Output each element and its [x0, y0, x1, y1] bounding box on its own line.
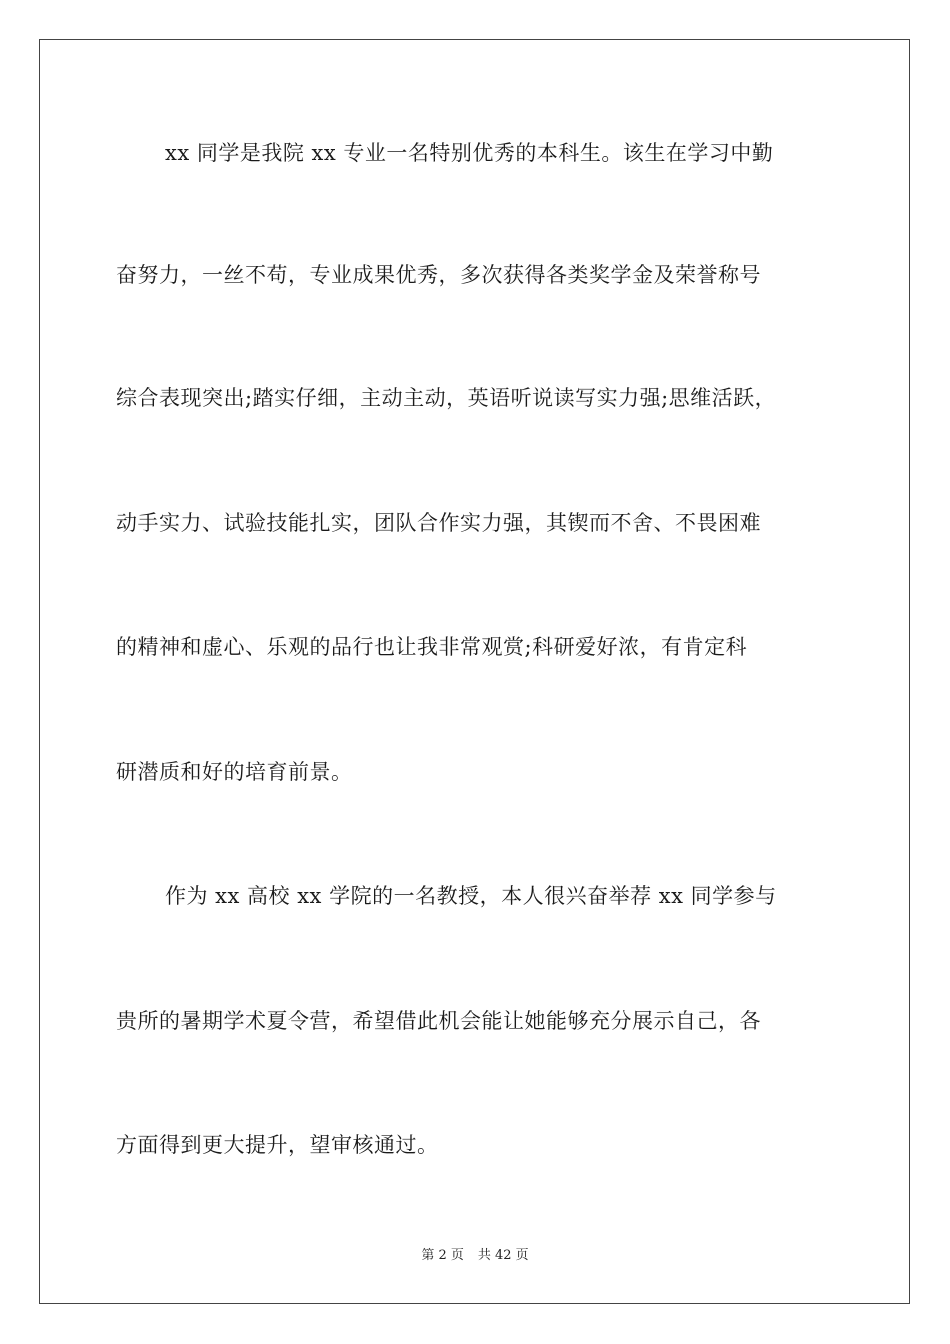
page-footer	[0, 1247, 950, 1265]
text-line: 奋努力，一丝不苟，专业成果优秀，多次获得各类奖学金及荣誉称号	[116, 263, 761, 287]
text-line: 的精神和虚心、乐观的品行也让我非常观赏;科研爱好浓，有肯定科	[116, 635, 748, 659]
page-total: 共 42 页	[477, 1248, 529, 1263]
page-number: 第 2 页	[421, 1248, 464, 1263]
text-line: xx 同学是我院 xx 专业一名特别优秀的本科生。该生在学习中勤	[165, 141, 774, 165]
page-border	[39, 39, 910, 1304]
text-line: 研潜质和好的培育前景。	[116, 760, 353, 784]
text-line: 贵所的暑期学术夏令营，希望借此机会能让她能够充分展示自己，各	[116, 1009, 761, 1033]
text-line: 方面得到更大提升，望审核通过。	[116, 1133, 439, 1157]
text-line: 作为 xx 高校 xx 学院的一名教授，本人很兴奋举荐 xx 同学参与	[165, 884, 777, 908]
text-line: 动手实力、试验技能扎实，团队合作实力强，其锲而不舍、不畏困难	[116, 511, 761, 535]
text-line: 综合表现突出;踏实仔细，主动主动，英语听说读写实力强;思维活跃，	[116, 386, 777, 410]
